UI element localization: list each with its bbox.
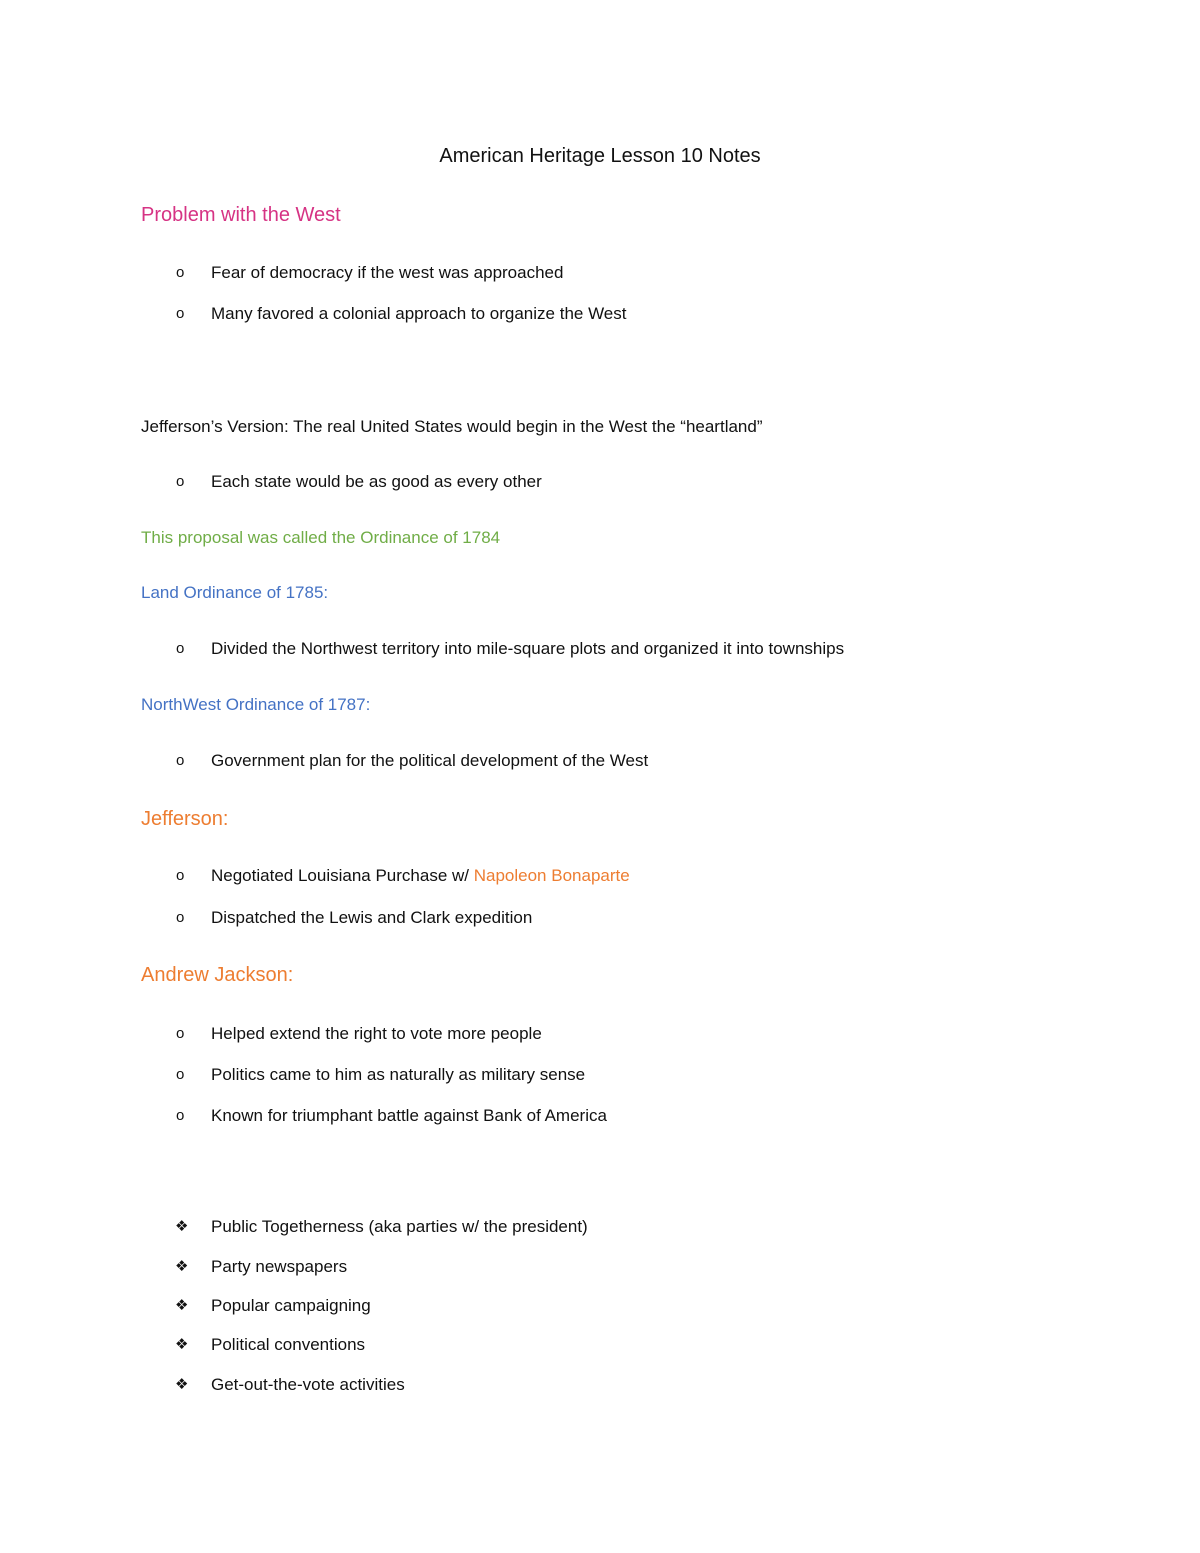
diamond-bullet-icon: ❖ (175, 1297, 189, 1314)
bullet-circle-icon: o (176, 264, 185, 281)
bullet-text-prefix: Negotiated Louisiana Purchase w/ (211, 866, 474, 885)
diamond-bullet-icon: ❖ (175, 1336, 189, 1353)
bullet-text: Known for triumphant battle against Bank of America (211, 1106, 607, 1125)
ordinance-1784-text: This proposal was called the Ordinance of 1784 (141, 528, 501, 547)
heading-jefferson: Jefferson: (141, 808, 229, 830)
diamond-bullet-icon: ❖ (175, 1218, 189, 1235)
bullet-circle-icon: o (176, 305, 185, 322)
heading-problem-west: Problem with the West (141, 204, 341, 226)
bullet-circle-icon: o (176, 752, 185, 769)
bullet-text: Fear of democracy if the west was approached (211, 263, 564, 282)
bullet-text: Each state would be as good as every other (211, 472, 542, 491)
bullet-circle-icon: o (176, 1025, 185, 1042)
bullet-text: Public Togetherness (aka parties w/ the president) (211, 1217, 588, 1236)
bullet-text: Dispatched the Lewis and Clark expedition (211, 908, 533, 927)
bullet-circle-icon: o (176, 1107, 185, 1124)
bullet-text: Party newspapers (211, 1257, 348, 1276)
bullet-text: Divided the Northwest territory into mile-square plots and organized it into townships (211, 639, 845, 658)
bullet-text: Government plan for the political development of the West (211, 751, 649, 770)
heading-northwest-ordinance: NorthWest Ordinance of 1787: (141, 695, 371, 714)
bullet-circle-icon: o (176, 909, 185, 926)
document-title: American Heritage Lesson 10 Notes (439, 145, 761, 167)
napoleon-highlight: Napoleon Bonaparte (473, 866, 630, 885)
bullet-text: Get-out-the-vote activities (211, 1375, 405, 1394)
bullet-text: Many favored a colonial approach to organize the West (211, 304, 627, 323)
bullet-text: Politics came to him as naturally as military sense (211, 1065, 586, 1084)
bullet-circle-icon: o (176, 473, 185, 490)
bullet-text (211, 865, 630, 887)
bullet-circle-icon: o (176, 1066, 185, 1083)
bullet-circle-icon: o (176, 867, 185, 884)
heading-andrew-jackson: Andrew Jackson: (141, 964, 294, 986)
bullet-text: Political conventions (211, 1335, 366, 1354)
jefferson-version-text: Jefferson’s Version: The real United States would begin in the West the “heartland” (141, 417, 763, 436)
bullet-circle-icon: o (176, 640, 185, 657)
bullet-text: Helped extend the right to vote more people (211, 1024, 542, 1043)
bullet-text: Popular campaigning (211, 1296, 371, 1315)
diamond-bullet-icon: ❖ (175, 1376, 189, 1393)
diamond-bullet-icon: ❖ (175, 1258, 189, 1275)
heading-land-ordinance: Land Ordinance of 1785: (141, 583, 329, 602)
